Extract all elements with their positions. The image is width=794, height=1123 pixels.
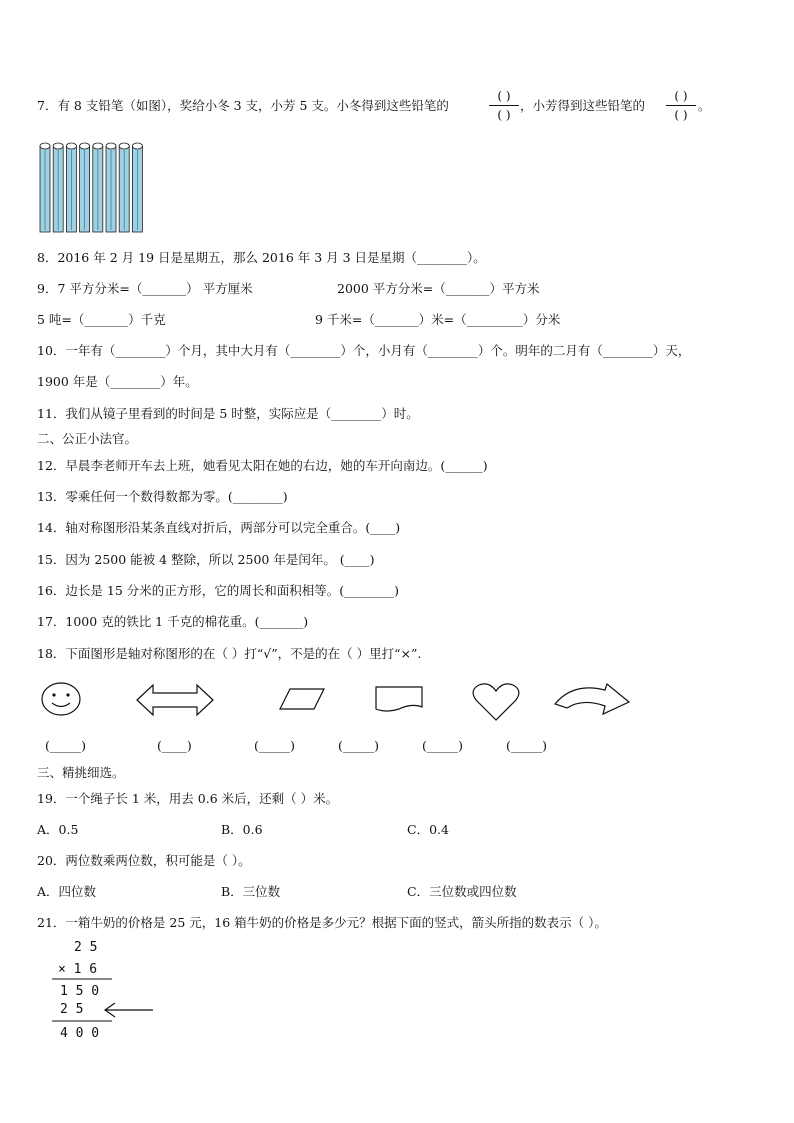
question-9a: 9．7 平方分米=（_______） 平方厘米 bbox=[37, 281, 253, 296]
question-11: 11．我们从镜子里看到的时间是 5 时整，实际应是（________）时。 bbox=[37, 406, 419, 421]
fraction-blank-2[interactable] bbox=[666, 89, 696, 122]
question-15: 15．因为 2500 能被 4 整除，所以 2500 年是闰年。 (____) bbox=[37, 552, 375, 567]
smiley-shape bbox=[40, 681, 84, 717]
question-21: 21．一箱牛奶的价格是 25 元，16 箱牛奶的价格是多少元？根据下面的竖式，箭头所指的数表示（ ）。 bbox=[37, 915, 607, 930]
question-10-line1: 10．一年有（________）个月，其中大月有（________）个，小月有（________）个。明年的二月有（________）天， bbox=[37, 343, 691, 358]
parallelogram-shape bbox=[278, 687, 328, 713]
question-16: 16．边长是 15 分米的正方形，它的周长和面积相等。(________) bbox=[37, 583, 400, 598]
curved-arrow-shape bbox=[553, 682, 633, 718]
q19-option-b[interactable]: B．0.6 bbox=[221, 822, 263, 837]
q7-text-c-line bbox=[698, 98, 711, 114]
q7-text-b: ，小芳得到这些铅笔的 bbox=[520, 98, 646, 113]
question-12: 12．早晨李老师开车去上班，她看见太阳在她的右边，她的车开向南边。(______) bbox=[37, 458, 488, 473]
q19-option-a[interactable]: A．0.5 bbox=[37, 822, 79, 837]
question-13: 13．零乘任何一个数得数都为零。(________) bbox=[37, 489, 288, 504]
pencils-image bbox=[38, 140, 148, 235]
q20-option-b[interactable]: B．三位数 bbox=[221, 884, 281, 899]
question-20: 20．两位数乘两位数，积可能是（ ）。 bbox=[37, 853, 251, 868]
q18-blank-1[interactable]: (_____) bbox=[45, 738, 87, 753]
heart-shape bbox=[471, 682, 523, 722]
q20-option-c[interactable]: C．三位数或四位数 bbox=[407, 884, 517, 899]
q7-text-c: 。 bbox=[698, 98, 711, 113]
q18-blank-5[interactable]: (_____) bbox=[422, 738, 464, 753]
double-arrow-shape bbox=[135, 682, 217, 718]
q7-text-b-line bbox=[520, 98, 645, 114]
question-9d: 9 千米=（_______）米=（_________）分米 bbox=[315, 312, 561, 327]
q20-option-a[interactable]: A．四位数 bbox=[37, 884, 97, 899]
q18-blank-3[interactable]: (_____) bbox=[254, 738, 296, 753]
question-8: 8．2016 年 2 月 19 日是星期五，那么 2016 年 3 月 3 日是星期（________）。 bbox=[37, 250, 486, 265]
flag-shape bbox=[374, 685, 426, 715]
calc-product: 4 0 0 bbox=[60, 1026, 100, 1041]
question-18: 18．下面图形是轴对称图形的在（ ）打“√”，不是的在（ ）里打“×”. bbox=[37, 646, 422, 661]
calc-partial-2: 2 5 bbox=[60, 1002, 84, 1017]
calc-multiplier: × 1 6 bbox=[58, 962, 98, 977]
section-3-heading: 三、精挑细选。 bbox=[37, 765, 125, 780]
q18-blank-2[interactable]: (____) bbox=[157, 738, 192, 753]
calc-multiplicand: 2 5 bbox=[74, 940, 98, 955]
question-9c: 5 吨=（_______）千克 bbox=[37, 312, 166, 327]
question-7 bbox=[37, 98, 449, 114]
question-19: 19．一个绳子长 1 米，用去 0.6 米后，还剩（ ）米。 bbox=[37, 791, 339, 806]
fraction-numerator: ( ) bbox=[497, 89, 511, 103]
calc-partial-1: 1 5 0 bbox=[60, 984, 100, 999]
q7-text-a: 7．有 8 支铅笔（如图），奖给小冬 3 支，小芳 5 支。小冬得到这些铅笔的 bbox=[37, 98, 449, 113]
arrow-icon bbox=[103, 1002, 163, 1018]
section-2-heading: 二、公正小法官。 bbox=[37, 431, 138, 446]
q18-blank-4[interactable]: (_____) bbox=[338, 738, 380, 753]
question-10-line2: 1900 年是（________）年。 bbox=[37, 374, 198, 389]
q18-blank-6[interactable]: (_____) bbox=[506, 738, 548, 753]
question-14: 14．轴对称图形沿某条直线对折后，两部分可以完全重合。(____) bbox=[37, 520, 401, 535]
fraction-denominator: ( ) bbox=[674, 108, 688, 122]
question-17: 17．1000 克的铁比 1 千克的棉花重。(_______) bbox=[37, 614, 309, 629]
fraction-denominator: ( ) bbox=[497, 108, 511, 122]
q19-option-c[interactable]: C．0.4 bbox=[407, 822, 449, 837]
question-9b: 2000 平方分米=（_______）平方米 bbox=[337, 281, 540, 296]
calc-rules bbox=[50, 940, 180, 1040]
fraction-blank-1[interactable] bbox=[489, 89, 519, 122]
fraction-numerator: ( ) bbox=[674, 89, 688, 103]
